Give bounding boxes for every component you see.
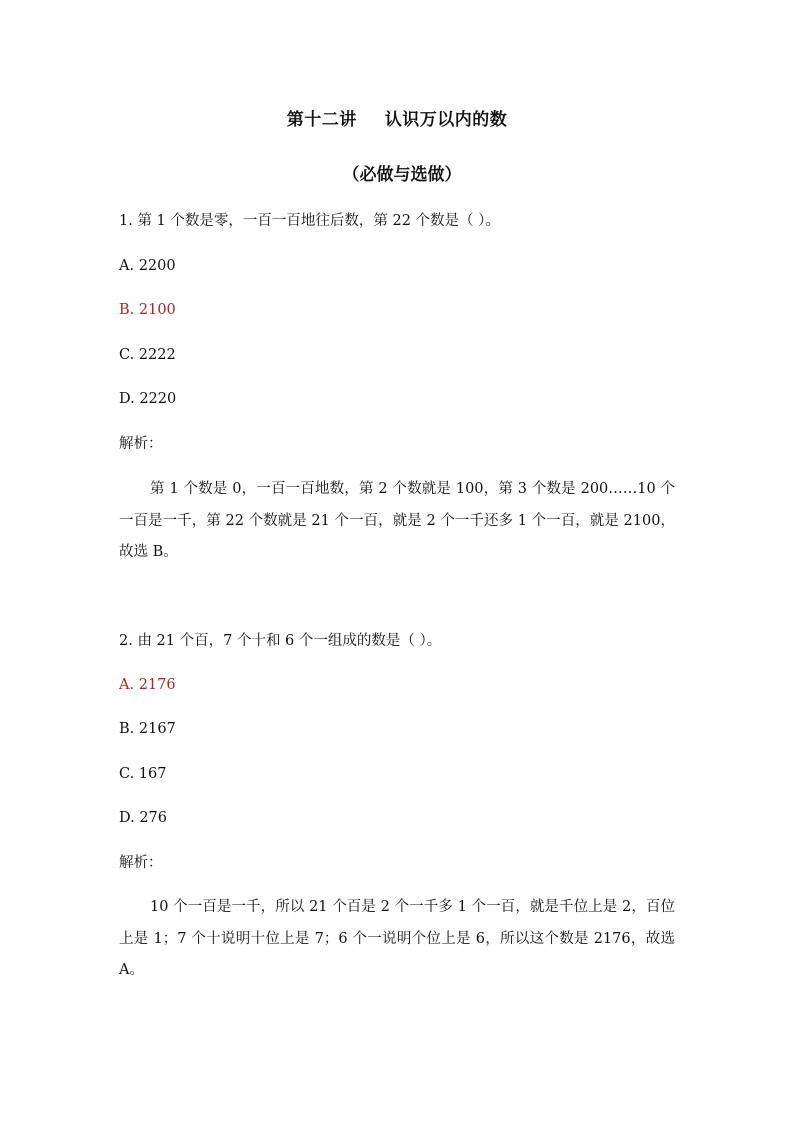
analysis-label: 解析： xyxy=(119,436,163,452)
option-d: D. 276 xyxy=(119,810,168,826)
option-b-correct: B. 2100 xyxy=(119,302,176,318)
option-b: B. 2167 xyxy=(119,721,176,737)
option-a: A. 2200 xyxy=(119,258,176,274)
option-a-correct: A. 2176 xyxy=(119,677,176,693)
option-c: C. 2222 xyxy=(119,347,176,363)
option-c: C. 167 xyxy=(119,766,167,782)
analysis-text: 第 1 个数是 0，一百一百地数，第 2 个数就是 100，第 3 个数是 200……10 个一百是一千，第 22 个数就是 21 个一百，就是 2 个一千还多 1 个一百，就是 2100，故选 B。 xyxy=(119,481,675,560)
lecture-number: 第十二讲 xyxy=(286,110,357,130)
page-subtitle: （必做与选做） xyxy=(342,165,462,185)
question-stem: 1. 第 1 个数是零，一百一百地往后数，第 22 个数是（ ）。 xyxy=(119,213,500,229)
option-d: D. 2220 xyxy=(119,391,177,407)
analysis-text: 10 个一百是一千，所以 21 个百是 2 个一千多 1 个一百，就是千位上是 2，百位上是 1；7 个十说明十位上是 7；6 个一说明个位上是 6，所以这个数是 2176，故选 A。 xyxy=(119,899,675,978)
question-stem: 2. 由 21 个百，7 个十和 6 个一组成的数是（ ）。 xyxy=(119,633,442,649)
analysis-label: 解析： xyxy=(119,855,163,871)
page-title xyxy=(0,105,794,130)
lecture-topic: 认识万以内的数 xyxy=(384,110,508,130)
